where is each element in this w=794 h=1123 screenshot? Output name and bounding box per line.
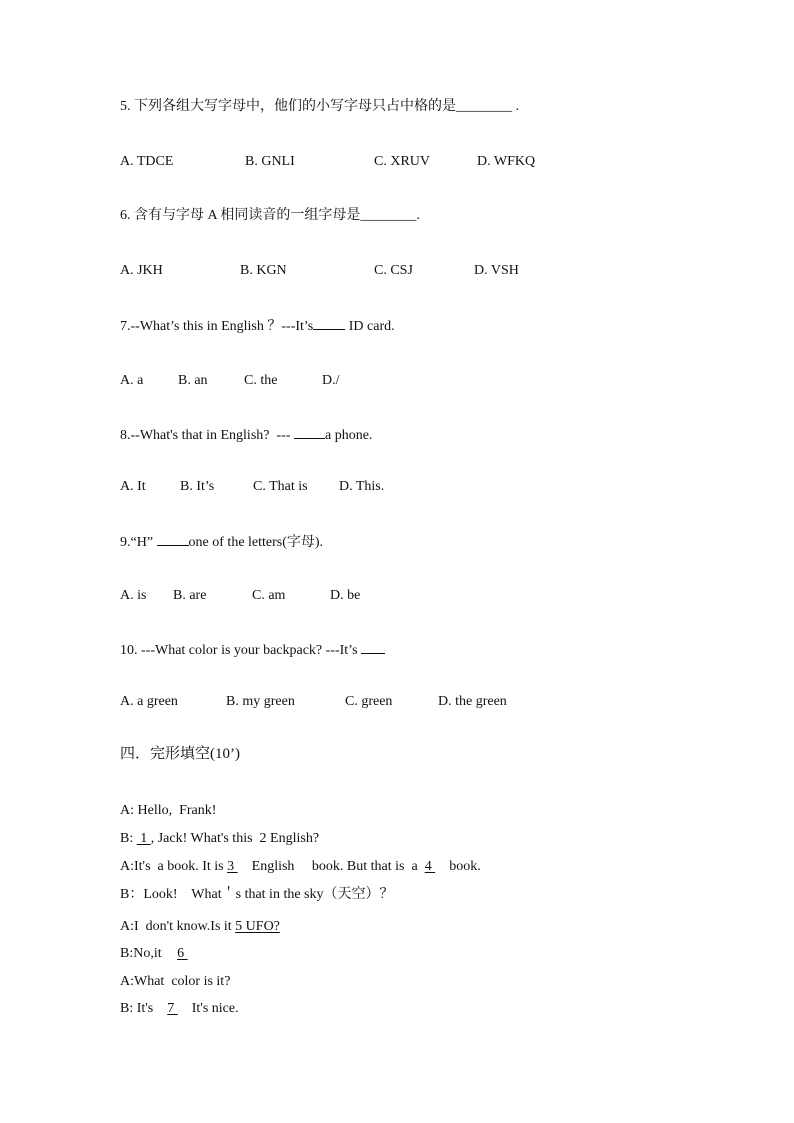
q6-option-a: A. JKH — [120, 263, 163, 278]
dialogue-line-3-middle: English book. But that is a — [251, 859, 425, 874]
question-8-stem — [120, 425, 372, 445]
q5-option-c: C. XRUV — [374, 154, 431, 169]
dialogue-line-3 — [120, 858, 481, 876]
dialogue-line-4: B：Look! What＇s that in the sky（天空）？ — [120, 887, 394, 902]
dialogue-line-2-speaker: B: — [120, 831, 137, 846]
q9-option-d: D. be — [330, 588, 361, 603]
q10-option-d: D. the green — [438, 694, 507, 709]
dialogue-line-8-end: It's nice. — [191, 1001, 239, 1016]
question-5-stem: 5. 下列各组大写字母中，他们的小写字母只占中格的是________ . — [120, 99, 519, 114]
q7-option-c: C. the — [244, 373, 278, 388]
dialogue-line-7: A:What color is it? — [120, 974, 231, 989]
question-8-options — [120, 478, 720, 496]
dialogue-line-1: A: Hello, Frank! — [120, 803, 217, 818]
blank-1: 1 — [136, 831, 151, 846]
blank-7: 7 — [167, 1001, 178, 1016]
dialogue-line-3-start: A:It's a book. It is — [120, 859, 228, 874]
blank-5: 5 UFO? — [235, 919, 280, 934]
q7-blank — [313, 316, 345, 330]
q8-blank — [294, 425, 325, 439]
q6-option-c: C. CSJ — [374, 263, 413, 278]
blank-3: 3 — [227, 859, 238, 874]
dialogue-line-5-start: A:I don't know.Is it — [120, 919, 236, 934]
question-6-stem: 6. 含有与字母 A 相同读音的一组字母是________. — [120, 208, 420, 223]
question-7-stem — [120, 316, 395, 336]
q8-option-c: C. That is — [253, 479, 308, 494]
question-10-options — [120, 693, 720, 711]
question-9-options — [120, 587, 720, 605]
question-5-options — [120, 153, 720, 171]
question-9-stem — [120, 532, 323, 552]
q8-option-b: B. It’s — [180, 479, 215, 494]
q7-option-a: A. a — [120, 373, 144, 388]
question-6-options — [120, 262, 720, 280]
q10-option-a: A. a green — [120, 694, 178, 709]
dialogue-line-5 — [120, 918, 280, 936]
q10-option-c: C. green — [345, 694, 393, 709]
q10-blank — [361, 640, 385, 654]
q8-stem-end: a phone. — [324, 428, 373, 443]
q10-option-b: B. my green — [226, 694, 295, 709]
q5-option-a: A. TDCE — [120, 154, 174, 169]
dialogue-line-6-start: B:No,it — [120, 946, 166, 961]
question-7-options — [120, 372, 720, 390]
q9-option-a: A. is — [120, 588, 147, 603]
dialogue-line-2-text: , Jack! What's this 2 English? — [150, 831, 320, 846]
q7-stem-end: ID card. — [345, 319, 395, 334]
q9-stem-end: one of the letters(字母). — [188, 535, 324, 550]
dialogue-line-2 — [120, 830, 319, 848]
q9-stem-start: 9.“H” — [120, 535, 157, 550]
q7-stem-start: 7.--What’s this in English ？---It’s — [120, 319, 314, 334]
q9-option-c: C. am — [252, 588, 286, 603]
blank-6: 6 — [177, 946, 188, 961]
dialogue-line-6 — [120, 945, 198, 963]
q6-option-b: B. KGN — [240, 263, 287, 278]
q7-option-b: B. an — [178, 373, 208, 388]
q7-option-d: D./ — [322, 373, 340, 388]
section-4-title: 四．完形填空(10’) — [120, 746, 240, 762]
q8-option-a: A. It — [120, 479, 146, 494]
q8-stem-start: 8.--What's that in English? --- — [120, 428, 294, 443]
dialogue-line-3-end: book. — [449, 859, 481, 874]
dialogue-line-8-start: B: It's — [120, 1001, 154, 1016]
q5-option-d: D. WFKQ — [477, 154, 536, 169]
q9-option-b: B. are — [173, 588, 207, 603]
q9-blank — [157, 532, 189, 546]
question-10-stem — [120, 640, 385, 660]
q10-stem-start: 10. ---What color is your backpack? ---It’s — [120, 643, 362, 658]
dialogue-line-8 — [120, 1000, 239, 1018]
q6-option-d: D. VSH — [474, 263, 519, 278]
q5-option-b: B. GNLI — [245, 154, 295, 169]
blank-4: 4 — [424, 859, 436, 874]
q8-option-d: D. This. — [339, 479, 385, 494]
